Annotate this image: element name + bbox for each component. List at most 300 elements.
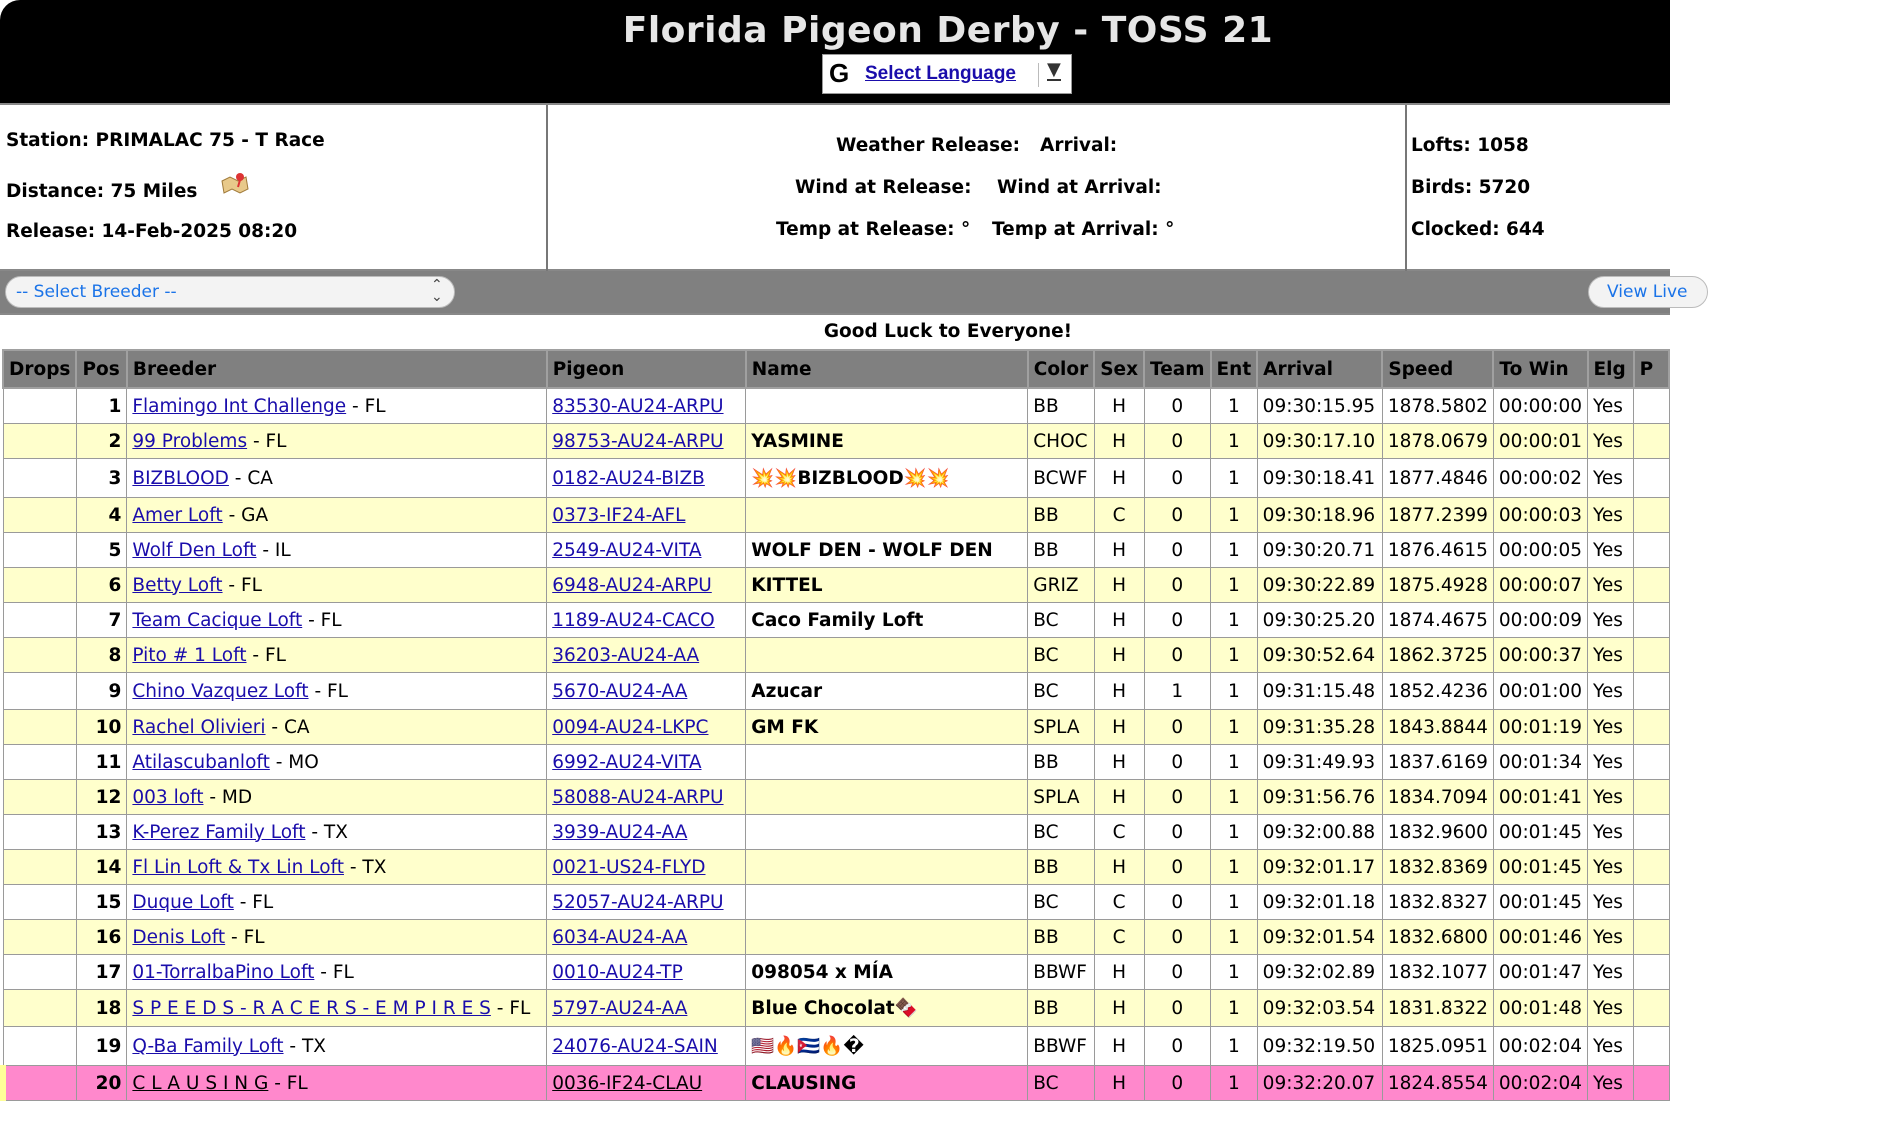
breeder-state: - MO	[269, 751, 319, 773]
sex-cell: H	[1094, 850, 1144, 885]
drops-cell	[3, 955, 76, 990]
eligible-cell: Yes	[1588, 638, 1634, 673]
extra-cell	[1634, 710, 1669, 745]
table-row	[3, 780, 1669, 815]
drops-cell	[3, 673, 76, 710]
pigeon-link[interactable]: 0021-US24-FLYD	[552, 856, 706, 878]
breeder-cell	[127, 920, 547, 955]
team-cell: 0	[1144, 603, 1210, 638]
drops-cell	[3, 638, 76, 673]
station-label: Station: PRIMALAC 75 - T Race	[6, 130, 325, 151]
breeder-link[interactable]: Flamingo Int Challenge	[132, 395, 347, 417]
column-header[interactable]: Drops	[3, 350, 76, 388]
team-cell: 0	[1144, 990, 1210, 1027]
breeder-state: - FL	[308, 680, 348, 702]
table-row	[3, 498, 1669, 533]
speed-cell: 1878.0679	[1382, 424, 1493, 459]
pigeon-link[interactable]: 0094-AU24-LKPC	[552, 716, 709, 738]
sex-cell: C	[1094, 815, 1144, 850]
temp-arrival-label: Temp at Arrival: °	[992, 219, 1175, 240]
column-header[interactable]: Elg	[1588, 350, 1634, 388]
color-cell: BC	[1028, 603, 1094, 638]
breeder-state: - FL	[247, 430, 287, 452]
breeder-state: - TX	[283, 1035, 326, 1057]
entry-cell: 1	[1211, 673, 1258, 710]
breeder-link[interactable]: BIZBLOOD	[132, 467, 229, 489]
breeder-link[interactable]: Fl Lin Loft & Tx Lin Loft	[132, 856, 344, 878]
drops-cell	[3, 533, 76, 568]
position-cell: 4	[76, 498, 126, 533]
pigeon-name-cell	[746, 850, 1028, 885]
dropdown-arrow-icon[interactable]: ▼	[1047, 59, 1061, 80]
sex-cell: H	[1094, 1027, 1144, 1066]
distance-label: Distance: 75 Miles	[6, 181, 198, 202]
team-cell: 0	[1144, 1027, 1210, 1066]
pigeon-name-cell: WOLF DEN - WOLF DEN	[746, 533, 1028, 568]
table-row	[3, 815, 1669, 850]
arrival-cell: 09:32:01.18	[1257, 885, 1382, 920]
position-cell: 18	[76, 990, 126, 1027]
pigeon-link[interactable]: 5670-AU24-AA	[552, 680, 688, 702]
arrival-cell: 09:30:18.41	[1257, 459, 1382, 498]
team-cell: 0	[1144, 850, 1210, 885]
entry-cell: 1	[1211, 533, 1258, 568]
column-header[interactable]: Sex	[1094, 350, 1144, 388]
position-cell: 19	[76, 1027, 126, 1066]
entry-cell: 1	[1211, 920, 1258, 955]
extra-cell	[1634, 459, 1669, 498]
breeder-cell	[127, 498, 547, 533]
map-icon[interactable]	[220, 171, 250, 197]
entry-cell: 1	[1211, 638, 1258, 673]
breeder-state: - FL	[233, 891, 274, 913]
to-win-cell: 00:01:47	[1493, 955, 1587, 990]
page-header	[0, 0, 1670, 103]
arrival-cell: 09:30:25.20	[1257, 603, 1382, 638]
pigeon-name-cell	[746, 498, 1028, 533]
pigeon-cell	[547, 568, 746, 603]
arrival-cell: 09:32:03.54	[1257, 990, 1382, 1027]
color-cell: SPLA	[1028, 780, 1094, 815]
eligible-cell: Yes	[1588, 603, 1634, 638]
arrival-cell: 09:32:00.88	[1257, 815, 1382, 850]
team-cell: 0	[1144, 815, 1210, 850]
color-cell: BB	[1028, 498, 1094, 533]
column-header[interactable]: Breeder	[127, 350, 547, 388]
eligible-cell: Yes	[1588, 850, 1634, 885]
eligible-cell: Yes	[1588, 885, 1634, 920]
pigeon-link[interactable]: 83530-AU24-ARPU	[552, 395, 724, 417]
eligible-cell: Yes	[1588, 568, 1634, 603]
to-win-cell: 00:00:07	[1493, 568, 1587, 603]
sex-cell: H	[1094, 673, 1144, 710]
breeder-link[interactable]: S P E E D S - R A C E R S - E M P I R E S	[132, 997, 491, 1019]
extra-cell	[1634, 815, 1669, 850]
eligible-cell: Yes	[1588, 533, 1634, 568]
speed-cell: 1837.6169	[1382, 745, 1493, 780]
breeder-link[interactable]: C L A U S I N G	[132, 1072, 269, 1094]
pigeon-link[interactable]: 5797-AU24-AA	[552, 997, 688, 1019]
birds-count: Birds: 5720	[1411, 177, 1531, 198]
position-cell: 7	[76, 603, 126, 638]
drops-cell	[3, 885, 76, 920]
entry-cell: 1	[1211, 850, 1258, 885]
color-cell: BC	[1028, 638, 1094, 673]
column-header[interactable]: Team	[1144, 350, 1210, 388]
breeder-cell	[127, 990, 547, 1027]
arrival-cell: 09:32:19.50	[1257, 1027, 1382, 1066]
color-cell: BB	[1028, 388, 1094, 424]
entry-cell: 1	[1211, 710, 1258, 745]
breeder-link[interactable]: Betty Loft	[132, 574, 223, 596]
pigeon-link[interactable]: 0036-IF24-CLAU	[552, 1072, 703, 1094]
breeder-link[interactable]: Denis Loft	[132, 926, 226, 948]
arrival-cell: 09:31:15.48	[1257, 673, 1382, 710]
drops-cell	[3, 850, 76, 885]
to-win-cell: 00:00:37	[1493, 638, 1587, 673]
breeder-cell	[127, 780, 547, 815]
breeder-state: - IL	[256, 539, 291, 561]
breeder-cell	[127, 424, 547, 459]
pigeon-cell	[547, 885, 746, 920]
entry-cell: 1	[1211, 424, 1258, 459]
sex-cell: C	[1094, 920, 1144, 955]
sex-cell: C	[1094, 498, 1144, 533]
column-header[interactable]: Pos	[76, 350, 126, 388]
table-row	[3, 638, 1669, 673]
sex-cell: H	[1094, 533, 1144, 568]
extra-cell	[1634, 498, 1669, 533]
sex-cell: H	[1094, 459, 1144, 498]
pigeon-cell	[547, 780, 746, 815]
drops-cell	[3, 745, 76, 780]
table-row	[3, 955, 1669, 990]
pigeon-link[interactable]: 98753-AU24-ARPU	[552, 430, 724, 452]
position-cell: 12	[76, 780, 126, 815]
table-row	[3, 388, 1669, 424]
position-cell: 20	[76, 1066, 126, 1101]
column-header[interactable]: Arrival	[1257, 350, 1382, 388]
drops-cell	[3, 498, 76, 533]
view-live-label: View Live	[1607, 282, 1688, 302]
entry-cell: 1	[1211, 780, 1258, 815]
to-win-cell: 00:01:00	[1493, 673, 1587, 710]
google-icon: G	[829, 58, 850, 88]
sex-cell: H	[1094, 603, 1144, 638]
team-cell: 0	[1144, 638, 1210, 673]
arrival-cell: 09:32:01.54	[1257, 920, 1382, 955]
pigeon-link[interactable]: 0182-AU24-BIZB	[552, 467, 705, 489]
column-header[interactable]: Pigeon	[547, 350, 746, 388]
table-row	[3, 990, 1669, 1027]
speed-cell: 1876.4615	[1382, 533, 1493, 568]
breeder-link[interactable]: Atilascubanloft	[132, 751, 270, 773]
sex-cell: H	[1094, 710, 1144, 745]
extra-cell	[1634, 638, 1669, 673]
position-cell: 6	[76, 568, 126, 603]
pigeon-link[interactable]: 0010-AU24-TP	[552, 961, 683, 983]
eligible-cell: Yes	[1588, 955, 1634, 990]
sex-cell: H	[1094, 955, 1144, 990]
pigeon-cell	[547, 1027, 746, 1066]
pigeon-link[interactable]: 6992-AU24-VITA	[552, 751, 702, 773]
pigeon-link[interactable]: 3939-AU24-AA	[552, 821, 688, 843]
pigeon-link[interactable]: 52057-AU24-ARPU	[552, 891, 724, 913]
to-win-cell: 00:00:09	[1493, 603, 1587, 638]
column-header[interactable]: P	[1634, 350, 1669, 388]
team-cell: 0	[1144, 498, 1210, 533]
sex-cell: H	[1094, 638, 1144, 673]
pigeon-cell	[547, 815, 746, 850]
column-header[interactable]: Color	[1028, 350, 1094, 388]
breeder-link[interactable]: Q-Ba Family Loft	[132, 1035, 284, 1057]
arrival-cell: 09:30:15.95	[1257, 388, 1382, 424]
breeder-cell	[127, 638, 547, 673]
breeder-state: - FL	[225, 926, 265, 948]
extra-cell	[1634, 850, 1669, 885]
arrival-cell: 09:31:35.28	[1257, 710, 1382, 745]
to-win-cell: 00:02:04	[1493, 1066, 1587, 1101]
pigeon-name-cell	[746, 885, 1028, 920]
breeder-link[interactable]: Team Cacique Loft	[132, 609, 303, 631]
to-win-cell: 00:01:41	[1493, 780, 1587, 815]
pigeon-cell	[547, 459, 746, 498]
position-cell: 5	[76, 533, 126, 568]
to-win-cell: 00:01:48	[1493, 990, 1587, 1027]
extra-cell	[1634, 780, 1669, 815]
temp-release-label: Temp at Release: °	[776, 219, 971, 240]
eligible-cell: Yes	[1588, 815, 1634, 850]
pigeon-name-cell	[746, 815, 1028, 850]
breeder-link[interactable]: 01-TorralbaPino Loft	[132, 961, 315, 983]
table-row	[3, 850, 1669, 885]
pigeon-name-cell: 💥💥BIZBLOOD💥💥	[746, 459, 1028, 498]
breeder-cell	[127, 815, 547, 850]
breeder-link[interactable]: K-Perez Family Loft	[132, 821, 306, 843]
breeder-state: - FL	[302, 609, 342, 631]
pigeon-name-cell: Blue Chocolat🍫	[746, 990, 1028, 1027]
eligible-cell: Yes	[1588, 1027, 1634, 1066]
extra-cell	[1634, 673, 1669, 710]
eligible-cell: Yes	[1588, 498, 1634, 533]
table-row	[3, 710, 1669, 745]
breeder-state: - TX	[343, 856, 387, 878]
breeder-state: - CA	[228, 467, 273, 489]
view-live-button[interactable]	[1588, 276, 1708, 308]
team-cell: 0	[1144, 920, 1210, 955]
language-selector[interactable]	[822, 54, 1072, 94]
drops-cell	[3, 424, 76, 459]
table-row	[3, 920, 1669, 955]
drops-cell	[3, 780, 76, 815]
sex-cell: H	[1094, 990, 1144, 1027]
breeder-link[interactable]: Wolf Den Loft	[132, 539, 257, 561]
wind-release-label: Wind at Release:	[795, 177, 972, 198]
breeder-state: - FL	[346, 395, 386, 417]
breeder-cell	[127, 1027, 547, 1066]
arrival-cell: 09:31:49.93	[1257, 745, 1382, 780]
pigeon-link[interactable]: 2549-AU24-VITA	[552, 539, 702, 561]
entry-cell: 1	[1211, 603, 1258, 638]
breeder-state: - GA	[222, 504, 269, 526]
speed-cell: 1875.4928	[1382, 568, 1493, 603]
extra-cell	[1634, 603, 1669, 638]
entry-cell: 1	[1211, 388, 1258, 424]
color-cell: BCWF	[1028, 459, 1094, 498]
toolbar	[0, 271, 1688, 313]
table-row	[3, 533, 1669, 568]
entry-cell: 1	[1211, 955, 1258, 990]
extra-cell	[1634, 955, 1669, 990]
entry-cell: 1	[1211, 568, 1258, 603]
breeder-state: - MD	[203, 786, 253, 808]
sex-cell: C	[1094, 885, 1144, 920]
entry-cell: 1	[1211, 1066, 1258, 1101]
arrival-cell: 09:30:20.71	[1257, 533, 1382, 568]
entry-cell: 1	[1211, 498, 1258, 533]
pigeon-cell	[547, 638, 746, 673]
team-cell: 0	[1144, 780, 1210, 815]
table-row	[3, 1027, 1669, 1066]
table-row	[3, 745, 1669, 780]
position-cell: 8	[76, 638, 126, 673]
breeder-state: - CA	[265, 716, 310, 738]
eligible-cell: Yes	[1588, 920, 1634, 955]
to-win-cell: 00:00:05	[1493, 533, 1587, 568]
breeder-link[interactable]: Duque Loft	[132, 891, 234, 913]
eligible-cell: Yes	[1588, 745, 1634, 780]
column-header[interactable]: To Win	[1493, 350, 1587, 388]
breeder-cell	[127, 1066, 547, 1101]
team-cell: 0	[1144, 533, 1210, 568]
speed-cell: 1843.8844	[1382, 710, 1493, 745]
pigeon-link[interactable]: 6034-AU24-AA	[552, 926, 688, 948]
drops-cell	[3, 990, 76, 1027]
breeder-link[interactable]: Rachel Olivieri	[132, 716, 266, 738]
column-header[interactable]: Ent	[1211, 350, 1258, 388]
position-cell: 17	[76, 955, 126, 990]
position-cell: 13	[76, 815, 126, 850]
entry-cell: 1	[1211, 815, 1258, 850]
breeder-state: - FL	[222, 574, 262, 596]
color-cell: CHOC	[1028, 424, 1094, 459]
arrival-cell: 09:32:20.07	[1257, 1066, 1382, 1101]
pigeon-link[interactable]: 0373-IF24-AFL	[552, 504, 686, 526]
breeder-cell	[127, 955, 547, 990]
to-win-cell: 00:01:46	[1493, 920, 1587, 955]
color-cell: BBWF	[1028, 955, 1094, 990]
breeder-cell	[127, 673, 547, 710]
speed-cell: 1824.8554	[1382, 1066, 1493, 1101]
eligible-cell: Yes	[1588, 710, 1634, 745]
pigeon-cell	[547, 673, 746, 710]
banner-text: Good Luck to Everyone!	[823, 321, 1073, 342]
extra-cell	[1634, 990, 1669, 1027]
extra-cell	[1634, 388, 1669, 424]
speed-cell: 1878.5802	[1382, 388, 1493, 424]
select-breeder-dropdown[interactable]	[5, 276, 455, 308]
pigeon-link[interactable]: 1189-AU24-CACO	[552, 609, 715, 631]
arrival-cell: 09:30:52.64	[1257, 638, 1382, 673]
pigeon-cell	[547, 533, 746, 568]
breeder-state: - FL	[246, 644, 286, 666]
breeder-link[interactable]: Chino Vazquez Loft	[132, 680, 309, 702]
speed-cell: 1832.9600	[1382, 815, 1493, 850]
drops-cell	[3, 459, 76, 498]
team-cell: 0	[1144, 1066, 1210, 1101]
banner	[0, 313, 1670, 349]
pigeon-link[interactable]: 58088-AU24-ARPU	[552, 786, 724, 808]
extra-cell	[1634, 533, 1669, 568]
extra-cell	[1634, 1027, 1669, 1066]
weather-release-label: Weather Release:	[836, 135, 1021, 156]
breeder-link[interactable]: Pito # 1 Loft	[132, 644, 247, 666]
table-row	[3, 424, 1669, 459]
position-cell: 11	[76, 745, 126, 780]
color-cell: BBWF	[1028, 1027, 1094, 1066]
extra-cell	[1634, 885, 1669, 920]
breeder-cell	[127, 568, 547, 603]
entry-cell: 1	[1211, 459, 1258, 498]
arrival-cell: 09:30:18.96	[1257, 498, 1382, 533]
divider	[1405, 105, 1407, 271]
drops-cell	[3, 920, 76, 955]
pigeon-link[interactable]: 24076-AU24-SAIN	[552, 1035, 718, 1057]
to-win-cell: 00:01:45	[1493, 885, 1587, 920]
column-header[interactable]: Speed	[1382, 350, 1493, 388]
breeder-cell	[127, 885, 547, 920]
speed-cell: 1832.8369	[1382, 850, 1493, 885]
breeder-state: - FL	[490, 997, 531, 1019]
to-win-cell: 00:00:01	[1493, 424, 1587, 459]
arrival-cell: 09:30:17.10	[1257, 424, 1382, 459]
team-cell: 0	[1144, 424, 1210, 459]
to-win-cell: 00:01:45	[1493, 815, 1587, 850]
extra-cell	[1634, 568, 1669, 603]
eligible-cell: Yes	[1588, 388, 1634, 424]
pigeon-name-cell: Azucar	[746, 673, 1028, 710]
select-language-link[interactable]: Select Language	[865, 63, 1016, 84]
to-win-cell: 00:00:02	[1493, 459, 1587, 498]
sex-cell: H	[1094, 424, 1144, 459]
sex-cell: H	[1094, 745, 1144, 780]
eligible-cell: Yes	[1588, 424, 1634, 459]
to-win-cell: 00:02:04	[1493, 1027, 1587, 1066]
breeder-link[interactable]: 003 loft	[132, 786, 204, 808]
entry-cell: 1	[1211, 1027, 1258, 1066]
breeder-link[interactable]: Amer Loft	[132, 504, 223, 526]
clocked-count: Clocked: 644	[1411, 219, 1545, 240]
team-cell: 0	[1144, 568, 1210, 603]
pigeon-cell	[547, 955, 746, 990]
drops-cell	[3, 568, 76, 603]
sex-cell: H	[1094, 1066, 1144, 1101]
race-info-panel	[0, 103, 1670, 271]
column-header[interactable]: Name	[746, 350, 1028, 388]
pigeon-name-cell: YASMINE	[746, 424, 1028, 459]
pigeon-link[interactable]: 6948-AU24-ARPU	[552, 574, 712, 596]
breeder-link[interactable]: 99 Problems	[132, 430, 248, 452]
arrival-cell: 09:31:56.76	[1257, 780, 1382, 815]
results-table	[0, 349, 1670, 1101]
team-cell: 1	[1144, 673, 1210, 710]
position-cell: 10	[76, 710, 126, 745]
extra-cell	[1634, 745, 1669, 780]
breeder-cell	[127, 533, 547, 568]
to-win-cell: 00:00:00	[1493, 388, 1587, 424]
to-win-cell: 00:00:03	[1493, 498, 1587, 533]
pigeon-link[interactable]: 36203-AU24-AA	[552, 644, 700, 666]
